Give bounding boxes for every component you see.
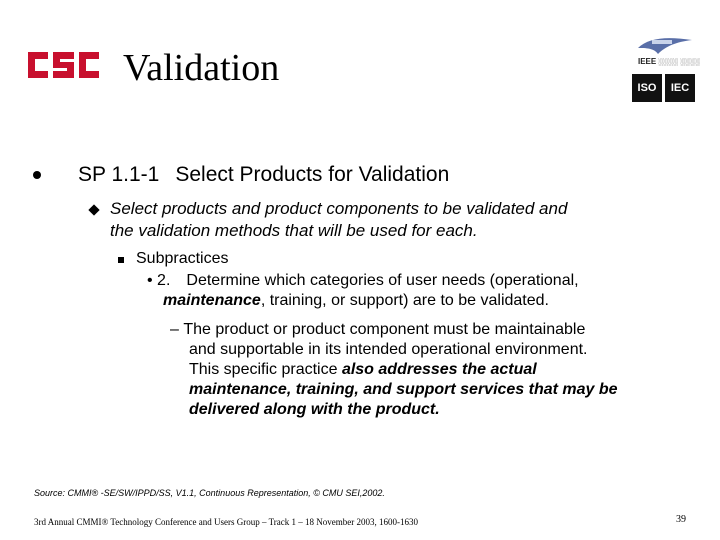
footer-text: 3rd Annual CMMI® Technology Conference and Users Group – Track 1 – 18 November 2003, 1600-1630	[34, 517, 418, 527]
bullet-level2: Select products and product components to be validated and the validation methods that will be used for each.	[110, 199, 568, 240]
standards-logos	[628, 34, 698, 104]
iso-logo: ISO	[632, 74, 662, 102]
practice-title: Select Products for Validation	[175, 163, 450, 186]
bullet-level3: Subpractices	[136, 250, 229, 267]
page-number: 39	[676, 514, 686, 525]
svg-text:CSC: CSC	[26, 50, 29, 51]
source-citation: Source: CMMI® -SE/SW/IPPD/SS, V1.1, Continuous Representation, © CMU SEI,2002.	[34, 488, 385, 498]
bullet-dot	[33, 171, 41, 179]
bullet-square	[118, 257, 124, 263]
ieee-logo: IEEE ░░░░ ░░░░	[638, 57, 700, 66]
csc-logo	[26, 50, 102, 80]
bullet-diamond	[88, 204, 99, 215]
bullet-level1	[78, 162, 449, 188]
bullet-level4: • 2. Determine which categories of user needs (operational, maintenance, training, or support) are to be validated.	[147, 272, 579, 309]
bird-emblem-icon	[636, 34, 694, 56]
practice-code: SP 1.1-1	[78, 163, 160, 186]
bullet-level5: – The product or product component must be maintainable and supportable in its intended operational environment. This specific practice also addresses the actual maintenance, training, and support services that may be delivered along with the product.	[170, 321, 618, 418]
page-title: Validation	[123, 47, 280, 89]
iec-logo: IEC	[665, 74, 695, 102]
